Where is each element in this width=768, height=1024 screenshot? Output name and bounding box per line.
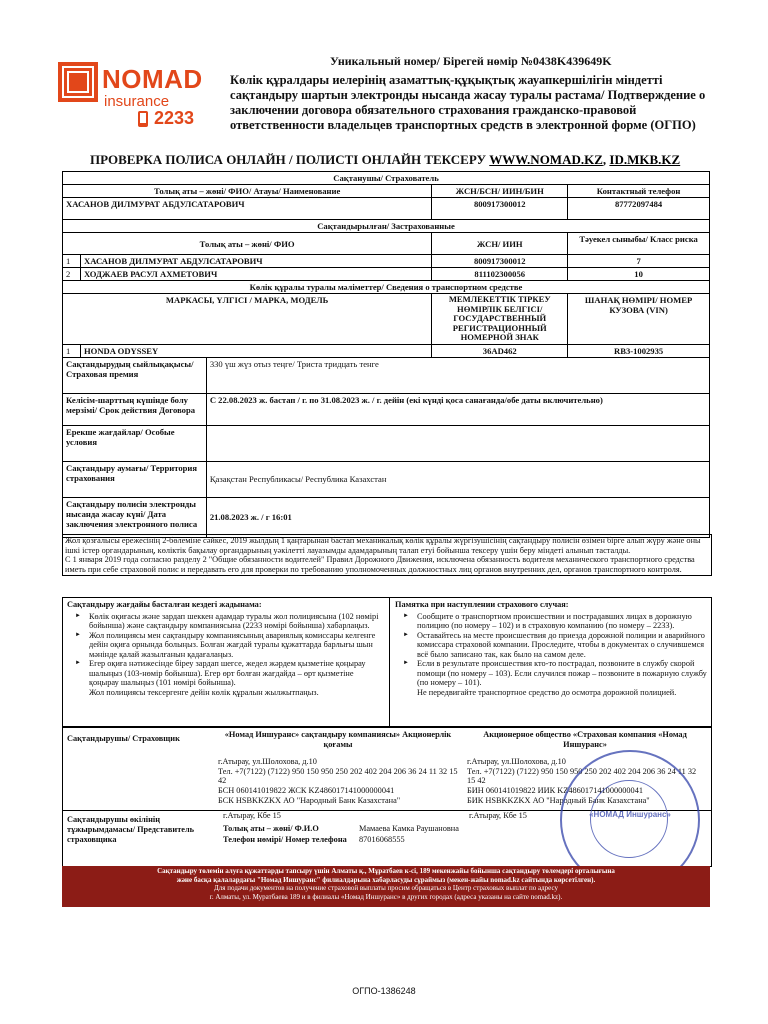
memo-kz	[63, 598, 390, 726]
memo-ru-title: Памятка при наступлении страхового случая:	[395, 600, 569, 609]
insurer-section: Сақтанушы/ Страхователь	[63, 172, 710, 185]
link-separator: ,	[602, 152, 607, 167]
memo-kz-item: ► Егер оқиға нәтижесінде біреу зардап шегсе, жедел жәрдем қызметіне қоңырау шалыңыз (103-нөмір бойынша). Егер өрт болған жағдайда – өрт қызметіне қоңырау шалыңыз (101 нөмірі бойынша).	[67, 659, 385, 688]
memo-ru-item: ► Оставайтесь на месте происшествия до приезда дорожной полиции и аварийного комиссара страховой компании. Проследите, чтобы в документах о случившемся всё было записано так, как было на самом деле.	[395, 631, 713, 660]
insured-row-class: 10	[568, 268, 710, 281]
vehicle-model-header: МАРКАСЫ, ҮЛГІСІ / МАРКА, МОДЕЛЬ	[63, 294, 432, 345]
insurer-info-kz	[218, 730, 458, 805]
insured-row-iin: 811102300056	[432, 268, 568, 281]
logo-phone-number: 2233	[154, 108, 195, 128]
footer-banner	[62, 866, 710, 907]
insurer-iin-header: ЖСН/БСН/ ИИН/БИН	[432, 185, 568, 198]
premium-value: 330 үш жүз отыз теңге/ Триста тридцать тенге	[206, 357, 709, 393]
insurer-ru-line: Тел. +7(7122) (7122) 950 150 950 250 202 402 204 206 36 24 11 32 15 42	[467, 766, 697, 786]
memo-ru-last: Не передвигайте транспортное средство до осмотра дорожной полицией.	[417, 687, 677, 697]
footer-line: және басқа қалалардағы "Номад Иншуранс" филиалдарына хабарласуды сұраймыз (мекен-жайы nomad.kz сайтында көрсетілген).	[176, 875, 596, 884]
insurer-kz-line: г.Атырау, ул.Шолохова, д.10	[218, 757, 317, 767]
vehicle-vin-header: ШАНАҚ НӨМІРІ/ НОМЕР КУЗОВА (VIN)	[568, 294, 710, 345]
mkb-link[interactable]: ID.MKB.KZ	[609, 152, 681, 167]
vehicle-row-model: HONDA ODYSSEY	[80, 344, 431, 357]
rep-phone-label: Телефон нөмірі/ Номер телефона	[223, 835, 347, 844]
logo-square-icon	[58, 62, 98, 102]
online-check	[90, 152, 680, 168]
territory-label: Сақтандыру аумағы/ Территория страхования	[63, 461, 207, 497]
insured-row-number: 1	[63, 255, 81, 268]
insured-row-name: ХОДЖАЕВ РАСУЛ АХМЕТОВИЧ	[80, 268, 431, 281]
representative-label: Сақтандырушы өкілінің тұжырымдамасы/ Представитель страховщика	[67, 815, 194, 844]
serial-number: ОГПО-1386248	[352, 986, 416, 996]
insurer-phone: 87772097484	[568, 198, 710, 220]
insurer-info-label: Сақтандырушы/ Страховщик	[67, 734, 180, 743]
notice-ru: С 1 января 2019 года согласно разделу 2 "Общие обязанности водителей" Правил Дорожного Движения, исключена обязанность водителя механического транспортного средства иметь при себе страховой полис и передавать его для проверки по требованию уполномоченных должностных лиц органов внутренних дел, органов транспортного контроля.	[65, 555, 695, 574]
memo-kz-item: ► Көлік оқиғасы және зардап шеккен адамдар туралы жол полициясына (102 нөмірі бойынша) және сақтандыру компаниясына (2233 нөмірі бойынша) хабарлаңыз.	[67, 612, 385, 631]
phone-icon	[136, 110, 152, 128]
contract-date-value: 21.08.2023 ж. / г 16:01	[206, 497, 709, 537]
vehicle-row-number: 1	[63, 344, 81, 357]
insured-row-iin: 800917300012	[432, 255, 568, 268]
territory-value: Қазақстан Республикасы/ Республика Казахстан	[206, 461, 709, 497]
insured-class-header: Тәуекел сыныбы/ Класс риска	[568, 233, 710, 255]
memo-ru-item: ► Если в результате происшествия кто-то пострадал, позвоните в службу скорой помощи (по номеру – 103). Если случился пожар – позвоните в пожарную службу (по номеру – 101).	[395, 659, 713, 688]
memo-ru-item: ► Сообщите о транспортном происшествии и пострадавших лицах в дорожную полицию (по номеру – 102) и в страховую компанию (по номеру – 2233).	[395, 612, 713, 631]
vehicle-row-plate: 36AD462	[432, 344, 568, 357]
insurer-iin: 800917300012	[432, 198, 568, 220]
insurer-ru-line: г.Атырау, ул.Шолохова, д.10	[467, 757, 566, 767]
insurer-kz-line: Тел. +7(7122) (7122) 950 150 950 250 202 402 204 206 36 24 11 32 15 42	[218, 766, 458, 786]
insurer-kz-line: БСН 060141019822 ЖСК KZ486017141000000041	[218, 785, 395, 795]
insurer-phone-header: Контактный телефон	[568, 185, 710, 198]
nomad-link[interactable]: WWW.NOMAD.KZ	[489, 152, 603, 167]
online-check-label: ПРОВЕРКА ПОЛИСА ОНЛАЙН / ПОЛИСТІ ОНЛАЙН ТЕКСЕРУ	[90, 152, 486, 167]
insurer-name: ХАСАНОВ ДИЛМУРАТ АБДУЛСАТАРОВИЧ	[63, 198, 432, 220]
insurer-ru-title: Акционерное общество «Страховая компания «Номад Иншуранс»	[483, 730, 687, 749]
logo-sub: insurance	[104, 93, 170, 110]
rep-name-label: Толық аты – жөні/ Ф.И.О	[223, 824, 319, 833]
memo-ru	[391, 598, 717, 699]
insured-row-name: ХАСАНОВ ДИЛМУРАТ АБДУЛСАТАРОВИЧ	[80, 255, 431, 268]
document-title: Көлік құралдары иелерінің азаматтық-құқықтық жауапкершілігін міндетті сақтандыру шартын электронды нысанда жасау туралы растама/ Подтверждение о заключении договора обязательного страхования гражданско-правовой ответственности владельцев транспортных средств в электронной форме (ОГПО)	[230, 73, 706, 132]
memo-kz-item: ► Жол полициясы мен сақтандыру компаниясының авариялық комиссары келгенге дейін оқиға орнында болыңыз. Болған жағдай туралы құжаттарда барлығы шын мәнінде қалай жазылғанын қадағалаңыз.	[67, 631, 385, 660]
memo-kz-last: Жол полициясы тексергенге дейін көлік құралын жылжытпаңыз.	[89, 687, 319, 697]
stamp-text: «НОМАД Иншуранс»	[589, 810, 671, 819]
vehicle-section: Көлік құралы туралы мәліметтер/ Сведения о транспортном средстве	[63, 281, 710, 294]
insured-row-number: 2	[63, 268, 81, 281]
memo-block	[62, 597, 712, 727]
insured-row-class: 7	[568, 255, 710, 268]
rep-name: Мамаева Камка Раушановна	[359, 824, 459, 833]
insurer-kz-title: «Номад Иншуранс» сақтандыру компаниясы» Акционерлік қоғамы	[224, 730, 452, 749]
insurer-kz-line: БСК HSBKKZKX АО "Народный Банк Казахстана"	[218, 795, 401, 805]
insured-iin-header: ЖСН/ ИИН	[432, 233, 568, 255]
insurer-name-header: Толық аты – жөні/ ФИО/ Атауы/ Наименование	[63, 185, 432, 198]
term-value: С 22.08.2023 ж. бастап / г. по 31.08.2023 ж. / г. дейін (екі күнді қоса санағанда/обе даты включительно)	[206, 393, 709, 425]
unique-number: Уникальный номер/ Бірегей нөмір №0438K439649K	[330, 54, 612, 68]
policy-table	[62, 171, 710, 538]
nomad-logo	[58, 62, 218, 142]
insured-name-header: Толық аты – жөні/ ФИО	[63, 233, 432, 255]
rep-address-ru: г.Атырау, Кбе 15	[469, 811, 527, 820]
rep-address-kz: г.Атырау, Кбе 15	[223, 811, 281, 820]
insured-section: Сақтандырылған/ Застрахованные	[63, 220, 710, 233]
special-conditions-value	[206, 425, 709, 461]
special-conditions-label: Ерекше жағдайлар/ Особые условия	[63, 425, 207, 461]
vehicle-plate-header: МЕМЛЕКЕТТІК ТІРКЕУ НӨМІРЛІК БЕЛГІСІ/ ГОСУДАРСТВЕННЫЙ РЕГИСТРАЦИОННЫЙ НОМЕРНОЙ ЗНАК	[432, 294, 568, 345]
vehicle-row-vin: RB3-1002935	[568, 344, 710, 357]
term-label: Келісім-шарттың күшінде болу мерзімі/ Срок действия Договора	[63, 393, 207, 425]
rep-phone: 87016068555	[359, 835, 405, 844]
stamp-inner-ring	[590, 780, 668, 858]
memo-kz-title: Сақтандыру жағдайы басталған кездегі жадынама:	[67, 600, 262, 609]
insurer-ru-line: БИН 060141019822 ИИК KZ486017141000000041	[467, 785, 644, 795]
notice-kz: Жол қозғалысы ережесінің 2-бөлеміне сәйкес, 2019 жылдың 1 қаңтарынан бастап механикалық көлік құралы жүргізушісінің сақтандыру полисін өзімен бірге алып жүру және оны ішкі істер органдарының, көліктік бақылау органдарының уәкілетті лауазымды адамдарының талап етуі бойынша тексеру үшін беру міндеті алынып тасталды.	[65, 536, 701, 555]
footer-line: Для подачи документов на получение страховой выплаты просим обращаться в Центр страховых выплат по адресу	[214, 884, 558, 893]
contract-date-label: Сақтандыру полисін электронды нысанда жасау күні/ Дата заключения электронного полиса	[63, 497, 207, 537]
insurer-ru-line: БИК HSBKKZKX АО "Народный Банк Казахстана"	[467, 795, 650, 805]
notice-block	[62, 534, 712, 576]
premium-label: Сақтандырудың сыйлықақысы/ Страховая премия	[63, 357, 207, 393]
footer-line: г. Алматы, ул. Муратбаева 189 и в филиалы «Номад Иншуранс» в других городах (адреса указаны на сайте nomad.kz).	[209, 893, 563, 902]
logo-word: NOMAD	[102, 64, 203, 94]
footer-line: Сақтандыру төлемін алуға құжаттарды тапсыру үшін Алматы қ., Мұратбаев к-сі, 189 мекенжайы бойынша сақтандыру төлемдері орталығына	[157, 867, 615, 875]
